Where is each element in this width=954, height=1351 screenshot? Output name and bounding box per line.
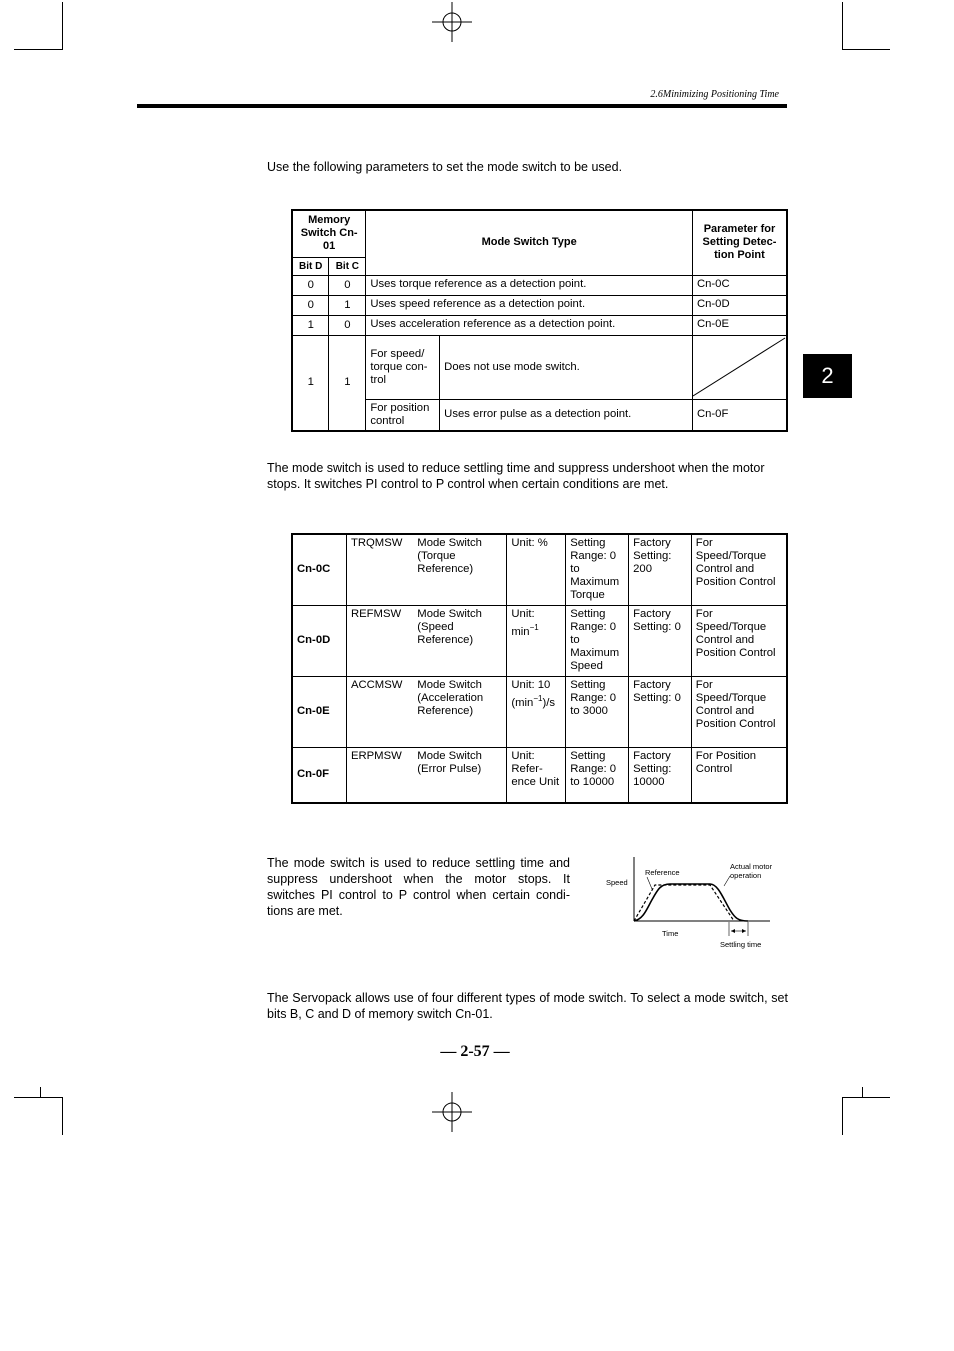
bit-c-cell: 0 [329, 275, 366, 295]
param-range: Setting Range: 0 to Maximum Torque [566, 534, 629, 605]
paragraph-mode-switch: The mode switch is used to reduce settling time and suppress undershoot when the motor stops. It switches PI control to P control when certain conditions are met. [267, 461, 765, 491]
param-desc: Mode Switch (Torque Reference) [413, 534, 507, 605]
head-parameter: Parameter for Setting Detec-tion Point [692, 210, 787, 275]
head-memory-switch: Memory Switch Cn-01 [292, 210, 366, 257]
time-label: Time [662, 929, 679, 938]
registration-mark-icon [432, 1092, 472, 1132]
param-unit: Unit: 10 $(\min^{-1})/s$ [507, 676, 566, 747]
param-id: Cn-0C [292, 534, 346, 605]
mode-type-cell: Uses torque reference as a detection point. [366, 275, 693, 295]
param-id: Cn-0E [292, 676, 346, 747]
param-id: Cn-0F [292, 747, 346, 803]
diagonal-line-icon [693, 336, 786, 398]
bit-d-cell: 1 [292, 335, 329, 431]
actual-label-line1: Actual motor [730, 862, 773, 871]
parameter-table [291, 533, 788, 804]
mode-switch-type-table [291, 209, 788, 432]
sub-label-position: For position control [366, 399, 440, 431]
table-row [292, 676, 787, 747]
parameter-cell: Cn-0E [692, 315, 787, 335]
sub-text-no-switch: Does not use mode switch. [440, 335, 693, 399]
mode-type-cell: Uses speed reference as a detection point. [366, 295, 693, 315]
param-unit: Unit: % [507, 534, 566, 605]
param-unit: Unit: Refer-ence Unit [507, 747, 566, 803]
header-rule [137, 104, 787, 108]
param-id: Cn-0D [292, 605, 346, 676]
settling-time-label: Settling time [720, 940, 762, 949]
table-row [292, 335, 787, 399]
head-bit-c: Bit C [329, 257, 366, 275]
param-range: Setting Range: 0 to Maximum Speed [566, 605, 629, 676]
bit-c-cell: 1 [329, 295, 366, 315]
bit-d-cell: 0 [292, 295, 329, 315]
bit-c-cell: 0 [329, 315, 366, 335]
table-row [292, 747, 787, 803]
section-header: 2.6Minimizing Positioning Time [650, 89, 779, 100]
bit-d-cell: 1 [292, 315, 329, 335]
parameter-cell: Cn-0C [692, 275, 787, 295]
reference-label: Reference [645, 868, 680, 877]
sub-label-speed-torque: For speed/ torque con-trol [366, 335, 440, 399]
mode-type-cell: Uses acceleration reference as a detection point. [366, 315, 693, 335]
table-row [292, 534, 787, 605]
table-row [292, 399, 787, 431]
parameter-cell: Cn-0D [692, 295, 787, 315]
table-row [292, 315, 787, 335]
not-applicable-cell [692, 335, 787, 399]
param-factory: Factory Setting: 200 [629, 534, 692, 605]
param-applies: For Position Control [691, 747, 787, 803]
table-row [292, 275, 787, 295]
param-applies: For Speed/Torque Control and Position Control [691, 534, 787, 605]
param-factory: Factory Setting: 10000 [629, 747, 692, 803]
registration-mark-icon [432, 2, 472, 42]
param-factory: Factory Setting: 0 [629, 605, 692, 676]
param-unit: Unit: $\min^{-1}$ [507, 605, 566, 676]
bit-d-cell: 0 [292, 275, 329, 295]
actual-motion-curve [634, 884, 748, 921]
page-number: — 2-57 — [440, 1043, 510, 1060]
paragraph-settling: The mode switch is used to reduce settling time and suppress undershoot when the motor stops. It switches PI control to P control when certain condi-tions are met. [267, 856, 570, 918]
chapter-tab: 2 [803, 354, 852, 398]
intro-text: Use the following parameters to set the mode switch to be used. [267, 160, 623, 174]
speed-label: Speed [606, 878, 628, 887]
table-row [292, 295, 787, 315]
param-desc: Mode Switch (Acceleration Reference) [413, 676, 507, 747]
param-name: ERPMSW [346, 747, 413, 803]
sub-text-error-pulse: Uses error pulse as a detection point. [440, 399, 693, 431]
param-applies: For Speed/Torque Control and Position Control [691, 605, 787, 676]
actual-label-line2: operation [730, 871, 762, 880]
param-factory: Factory Setting: 0 [629, 676, 692, 747]
table-row [292, 605, 787, 676]
param-range: Setting Range: 0 to 3000 [566, 676, 629, 747]
parameter-cell: Cn-0F [692, 399, 787, 431]
param-name: TRQMSW [346, 534, 413, 605]
paragraph-servopack: The Servopack allows use of four different types of mode switch. To select a mode switch, set bits B, C and D of memory switch Cn-01. [267, 991, 788, 1021]
head-mode-switch-type: Mode Switch Type [366, 210, 693, 275]
param-applies: For Speed/Torque Control and Position Control [691, 676, 787, 747]
param-range: Setting Range: 0 to 10000 [566, 747, 629, 803]
param-name: ACCMSW [346, 676, 413, 747]
bit-c-cell: 1 [329, 335, 366, 431]
head-bit-d: Bit D [292, 257, 329, 275]
param-desc: Mode Switch (Error Pulse) [413, 747, 507, 803]
speed-time-diagram [600, 852, 780, 954]
param-desc: Mode Switch (Speed Reference) [413, 605, 507, 676]
param-name: REFMSW [346, 605, 413, 676]
